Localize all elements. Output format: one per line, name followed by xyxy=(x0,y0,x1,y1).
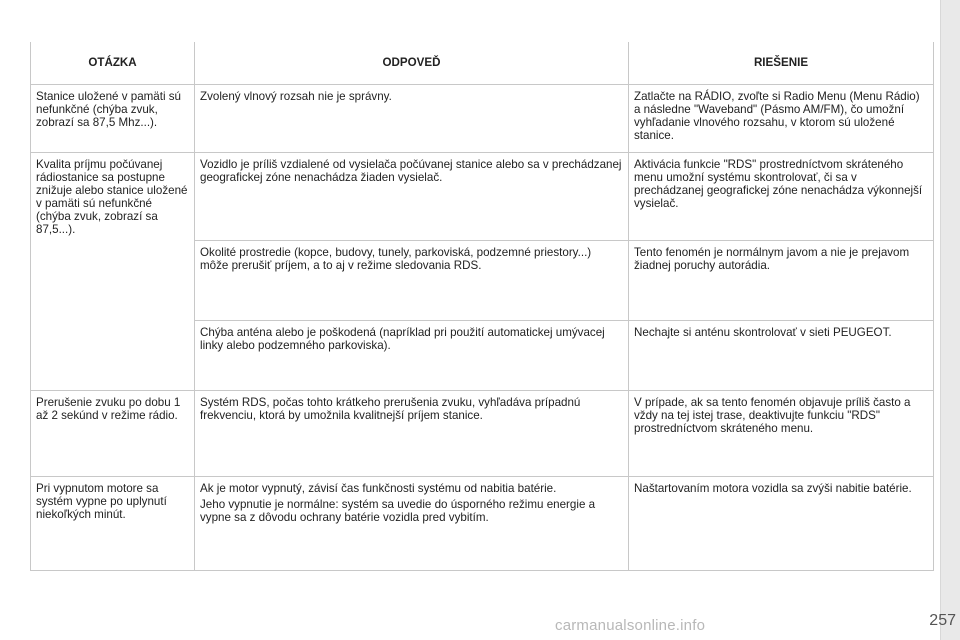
solution-cell xyxy=(629,390,934,476)
answer-text: Zvolený vlnový rozsah nie je správny. xyxy=(200,89,392,103)
question-cell xyxy=(31,84,195,152)
question-cell xyxy=(31,390,195,476)
solution-cell xyxy=(629,240,934,320)
answer-cell xyxy=(195,476,629,570)
table-row xyxy=(31,390,934,476)
header-solution: RIEŠENIE xyxy=(629,42,934,84)
solution-cell xyxy=(629,320,934,390)
answer-text: Vozidlo je príliš vzdialené od vysielača počúvanej stanice alebo sa v prechádzanej geografickej zóne nenachádza žiaden vysielač. xyxy=(200,157,622,184)
question-text: Prerušenie zvuku po dobu 1 až 2 sekúnd v režime rádio. xyxy=(36,395,181,422)
answer-text: Systém RDS, počas tohto krátkeho prerušenia zvuku, vyhľadáva prípadnú frekvenciu, ktorá by umožnila kvalitnejší príjem stanice. xyxy=(200,395,581,422)
question-cell xyxy=(31,476,195,570)
question-cell xyxy=(31,152,195,390)
answer-cell xyxy=(195,84,629,152)
solution-text: Naštartovaním motora vozidla sa zvýši nabitie batérie. xyxy=(634,481,912,495)
solution-cell xyxy=(629,476,934,570)
solution-text: V prípade, ak sa tento fenomén objavuje príliš často a vždy na tej istej trase, deaktivujte funkciu "RDS" prostredníctvom skráteného menu. xyxy=(634,395,911,435)
page-number: 257 xyxy=(929,612,956,629)
answer-text: Chýba anténa alebo je poškodená (napríklad pri použití automatickej umývacej linky alebo podzemného parkoviska). xyxy=(200,325,605,352)
answer-text: Okolité prostredie (kopce, budovy, tunely, parkoviská, podzemné priestory...) môže prerušiť príjem, a to aj v režime sledovania RDS. xyxy=(200,245,592,272)
solution-cell xyxy=(629,152,934,240)
solution-text: Nechajte si anténu skontrolovať v sieti PEUGEOT. xyxy=(634,325,892,339)
watermark: carmanualsonline.info xyxy=(555,617,706,634)
answer-cell xyxy=(195,152,629,240)
table-row xyxy=(31,152,934,240)
answer-cell xyxy=(195,390,629,476)
header-question: OTÁZKA xyxy=(31,42,195,84)
page-edge-strip xyxy=(940,0,960,640)
table-row xyxy=(31,476,934,570)
solution-cell xyxy=(629,84,934,152)
table-row xyxy=(31,84,934,152)
question-text: Kvalita príjmu počúvanej rádiostanice sa postupne znižuje alebo stanice uložené v pamäti sú nefunkčné (chýba zvuk, zobrazí sa 87,5...). xyxy=(36,157,188,236)
question-text: Pri vypnutom motore sa systém vypne po uplynutí niekoľkých minút. xyxy=(36,481,167,521)
answer-text: Ak je motor vypnutý, závisí čas funkčnosti systému od nabitia batérie. xyxy=(200,481,557,495)
answer-cell xyxy=(195,240,629,320)
answer-text: Jeho vypnutie je normálne: systém sa uvedie do úsporného režimu energie a vypne sa z dôvodu ochrany batérie vozidla pred vybitím. xyxy=(200,497,596,524)
header-answer: ODPOVEĎ xyxy=(195,42,629,84)
solution-text: Zatlačte na RÁDIO, zvoľte si Radio Menu (Menu Rádio) a následne "Waveband" (Pásmo AM/FM), čo umožní vyhľadanie vlnového rozsahu, v ktorom sú uložené stanice. xyxy=(634,89,920,142)
troubleshooting-table xyxy=(30,42,934,571)
table-header-row xyxy=(31,42,934,84)
solution-text: Aktivácia funkcie "RDS" prostredníctvom skráteného menu umožní systému skontrolovať, či sa v prechádzanej geografickej zóne nenachádza výkonnejší vysielač. xyxy=(634,157,923,210)
question-text: Stanice uložené v pamäti sú nefunkčné (chýba zvuk, zobrazí sa 87,5 Mhz...). xyxy=(36,89,182,129)
solution-text: Tento fenomén je normálnym javom a nie je prejavom žiadnej poruchy autorádia. xyxy=(634,245,910,272)
answer-cell xyxy=(195,320,629,390)
